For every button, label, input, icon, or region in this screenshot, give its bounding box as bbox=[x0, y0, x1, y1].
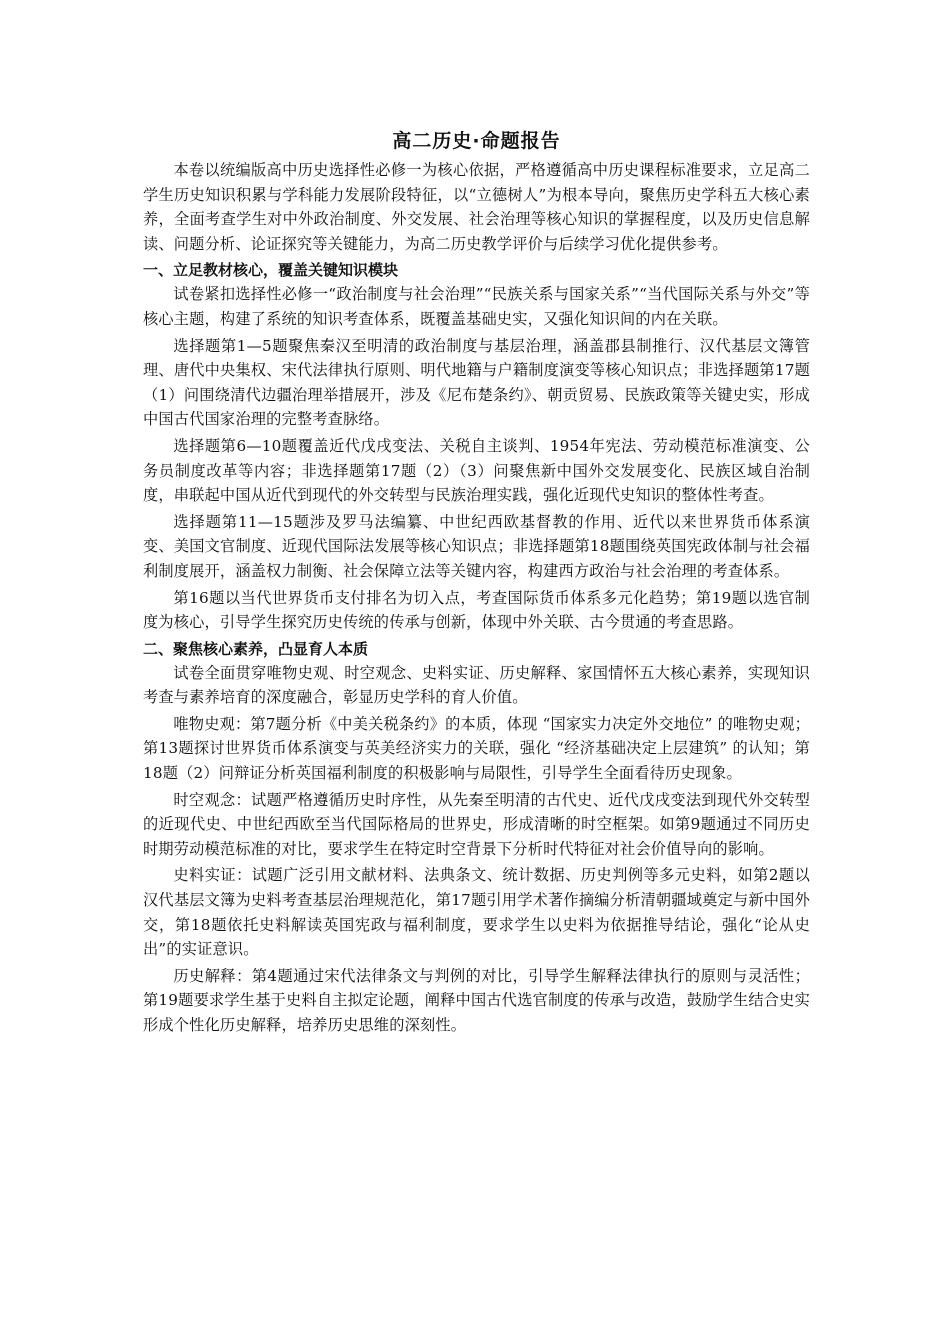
section2-paragraph: 试卷全面贯穿唯物史观、时空观念、史料实证、历史解释、家国情怀五大核心素养，实现知识考查与素养培育的深度融合，彰显历史学科的育人价值。 bbox=[143, 663, 810, 707]
section1-paragraph: 选择题第1—5题聚焦秦汉至明清的政治制度与基层治理，涵盖郡县制推行、汉代基层文簿管理、唐代中央集权、宋代法律执行原则、明代地籍与户籍制度演变等核心知识点；非选择题第17题（1）问围绕清代边疆治理举措展开，涉及《尼布楚条约》、朝贡贸易、民族政策等关键史实，形成中国古代国家治理的完整考查脉络。 bbox=[143, 336, 810, 429]
section2-paragraph: 历史解释：第4题通过宋代法律条文与判例的对比，引导学生解释法律执行的原则与灵活性；第19题要求学生基于史料自主拟定论题，阐释中国古代选官制度的传承与改造，鼓励学生结合史实形成个性化历史解释，培养历史思维的深刻性。 bbox=[143, 966, 810, 1034]
section-heading-2: 二、聚焦核心素养，凸显育人本质 bbox=[143, 639, 369, 658]
section2-paragraph: 时空观念：试题严格遵循历史时序性，从先秦至明清的古代史、近代戊戌变法到现代外交转型的近现代史、中世纪西欧至当代国际格局的世界史，形成清晰的时空框架。如第9题通过不同历史时期劳动模范标准的对比，要求学生在特定时空背景下分析时代特征对社会价值导向的影响。 bbox=[143, 790, 810, 858]
intro-paragraph: 本卷以统编版高中历史选择性必修一为核心依据，严格遵循高中历史课程标准要求，立足高二学生历史知识积累与学科能力发展阶段特征，以“立德树人”为根本导向，聚焦历史学科五大核心素养，全面考查学生对中外政治制度、外交发展、社会治理等核心知识的掌握程度，以及历史信息解读、问题分析、论证探究等关键能力，为高二历史教学评价与后续学习优化提供参考。 bbox=[143, 161, 810, 253]
section1-paragraph: 选择题第6—10题覆盖近代戊戌变法、关税自主谈判、1954年宪法、劳动模范标准演变、公务员制度改革等内容；非选择题第17题（2）（3）问聚焦新中国外交发展变化、民族区域自治制度，串联起中国从近代到现代的外交转型与民族治理实践，强化近现代史知识的整体性考查。 bbox=[143, 436, 810, 505]
document-title: 高二历史·命题报告 bbox=[392, 130, 561, 152]
section1-paragraph: 试卷紧扣选择性必修一“政治制度与社会治理”“民族关系与国家关系”“当代国际关系与外交”等核心主题，构建了系统的知识考查体系，既覆盖基础史实，又强化知识间的内在关联。 bbox=[143, 285, 810, 328]
section1-paragraph: 第16题以当代世界货币支付排名为切入点，考查国际货币体系多元化趋势；第19题以选官制度为核心，引导学生探究历史传统的传承与创新，体现中外关联、古今贯通的考查思路。 bbox=[143, 588, 810, 632]
document-page bbox=[143, 128, 810, 1040]
section1-paragraph: 选择题第11—15题涉及罗马法编纂、中世纪西欧基督教的作用、近代以来世界货币体系演变、美国文官制度、近现代国际法发展等核心知识点；非选择题第18题围绕英国宪政体制与社会福利制度展开，涵盖权力制衡、社会保障立法等关键内容，构建西方政治与社会治理的考查体系。 bbox=[143, 512, 810, 580]
section2-paragraph: 史料实证：试题广泛引用文献材料、法典条文、统计数据、历史判例等多元史料，如第2题以汉代基层文簿为史料考查基层治理规范化，第17题引用学术著作摘编分析清朝疆域奠定与新中国外交，第18题依托史料解读英国宪政与福利制度，要求学生以史料为依据推导结论，强化“论从史出”的实证意识。 bbox=[143, 866, 810, 959]
section-heading-1: 一、立足教材核心，覆盖关键知识模块 bbox=[143, 261, 399, 280]
section2-paragraph: 唯物史观：第7题分析《中美关税条约》的本质，体现 “国家实力决定外交地位” 的唯物史观；第13题探讨世界货币体系演变与英美经济实力的关联，强化 “经济基础决定上层建筑” 的认知；第18题（2）问辩证分析英国福利制度的积极影响与局限性，引导学生全面看待历史现象。 bbox=[143, 714, 810, 783]
